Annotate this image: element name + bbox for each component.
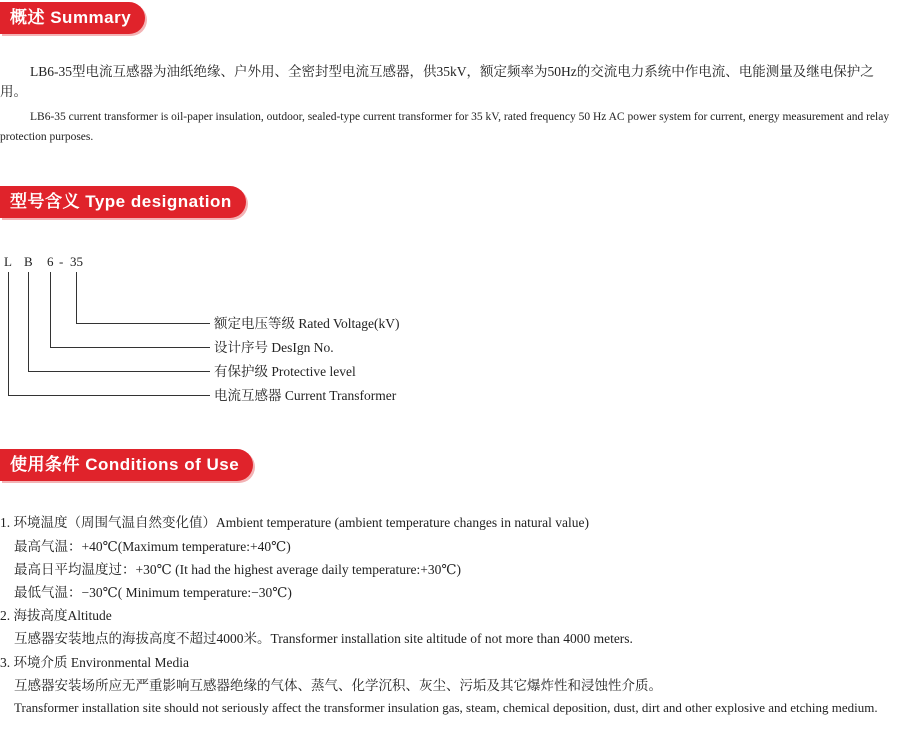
code-letter-l: L <box>4 254 12 269</box>
conditions-heading: 使用条件 Conditions of Use <box>0 449 253 481</box>
label-design-no: 设计序号 DesIgn No. <box>214 340 334 355</box>
condition-media-text-cn: 互感器安装场所应无严重影响互感器绝缘的气体、蒸气、化学沉积、灰尘、污垢及其它爆炸性和浸蚀性介质。 <box>14 678 662 693</box>
summary-text-en: LB6-35 current transformer is oil-paper insulation, outdoor, sealed-type current transformer for 35 kV, rated frequency 50 Hz AC power system for current, energy measurement and relay protection purposes. <box>0 111 890 143</box>
connector-ct-v <box>8 272 9 396</box>
label-current-transformer: 电流互感器 Current Transformer <box>214 388 397 403</box>
designation-heading: 型号含义 Type designation <box>0 186 246 218</box>
connector-voltage-h <box>76 323 210 324</box>
label-protective-level: 有保护级 Protective level <box>214 364 356 379</box>
label-rated-voltage: 额定电压等级 Rated Voltage(kV) <box>214 316 400 331</box>
condition-altitude-text: 互感器安装地点的海拔高度不超过4000米。Transformer installation site altitude of not more than 4000 meters. <box>14 631 633 646</box>
code-voltage: 35 <box>70 254 83 269</box>
code-dash: - <box>59 254 64 269</box>
condition-daily-average-temperature: 最高日平均温度过：+30℃ (It had the highest average daily temperature:+30℃) <box>14 562 461 577</box>
condition-altitude-heading: 2. 海拔高度Altitude <box>0 608 112 623</box>
summary-text-cn: LB6-35型电流互感器为油纸绝缘、户外用、全密封型电流互感器，供35kV，额定频率为50Hz的交流电力系统中作电流、电能测量及继电保护之用。 <box>0 64 874 99</box>
condition-ambient-temperature: 1. 环境温度（周围气温自然变化值）Ambient temperature (ambient temperature changes in natural value) <box>0 515 589 530</box>
code-letter-b: B <box>24 254 33 269</box>
connector-protective-h <box>28 371 210 372</box>
condition-media-text-en: Transformer installation site should not seriously affect the transformer insulation gas, steam, chemical deposition, dust, dirt and other explosive and etching medium. <box>14 700 878 715</box>
connector-protective-v <box>28 272 29 372</box>
code-digit-6: 6 <box>47 254 54 269</box>
condition-min-temperature: 最低气温：−30℃( Minimum temperature:−30℃) <box>14 585 292 600</box>
condition-max-temperature: 最高气温：+40℃(Maximum temperature:+40℃) <box>14 539 291 554</box>
condition-media-heading: 3. 环境介质 Environmental Media <box>0 655 189 670</box>
summary-heading: 概述 Summary <box>0 2 145 34</box>
connector-design-v <box>50 272 51 348</box>
connector-ct-h <box>8 395 210 396</box>
connector-design-h <box>50 347 210 348</box>
connector-voltage-v <box>76 272 77 324</box>
